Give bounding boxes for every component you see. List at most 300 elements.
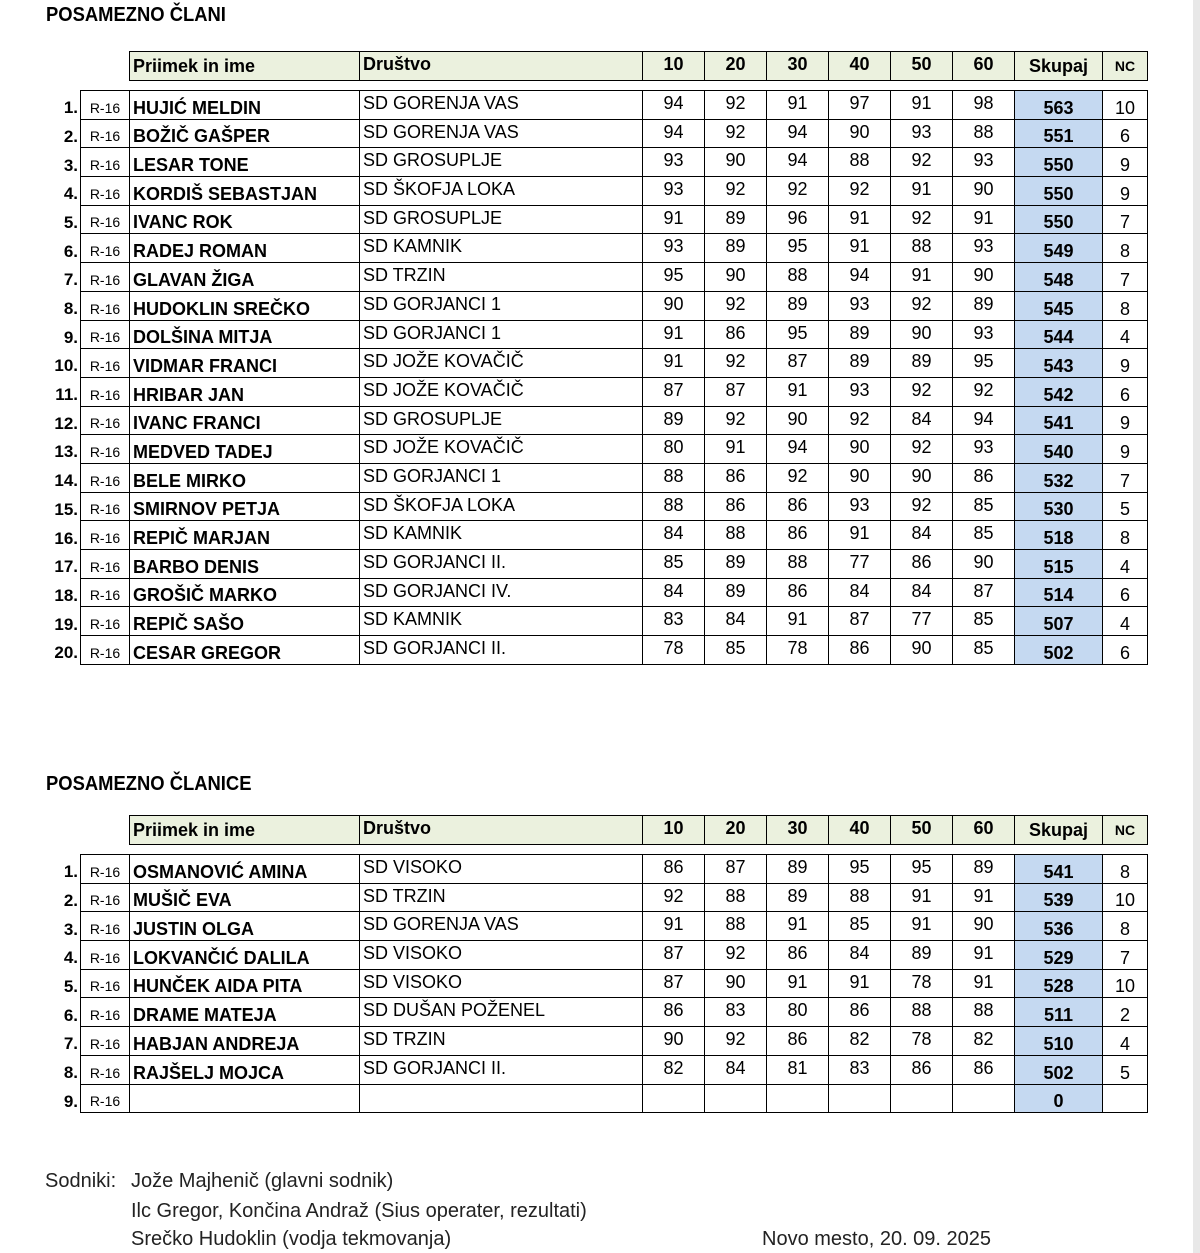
- category-cell: R-16: [81, 636, 130, 665]
- table-row: [44, 291, 1148, 320]
- series-score-cell: 95: [953, 349, 1015, 378]
- series-score-cell: 86: [953, 1055, 1015, 1084]
- rank-cell: 20.: [54, 643, 78, 663]
- series-score-cell: 86: [767, 1027, 829, 1056]
- nc-cell: 10: [1103, 969, 1148, 998]
- series-score-cell: 91: [953, 941, 1015, 970]
- series-score-cell: 89: [643, 406, 705, 435]
- header-blank: [44, 52, 81, 81]
- name-cell: [130, 1084, 360, 1113]
- table-row: [44, 377, 1148, 406]
- series-score-cell: 89: [829, 320, 891, 349]
- gap-cell: [767, 81, 829, 91]
- nc-cell: 6: [1103, 636, 1148, 665]
- series-score-cell: 93: [953, 435, 1015, 464]
- series-score-cell: 93: [643, 148, 705, 177]
- category-cell: R-16: [81, 883, 130, 912]
- category-cell: R-16: [81, 998, 130, 1027]
- total-cell: 550: [1015, 205, 1103, 234]
- name-cell: MUŠIČ EVA: [130, 883, 360, 912]
- club-cell: SD ŠKOFJA LOKA: [360, 492, 643, 521]
- series-score-cell: [953, 1084, 1015, 1113]
- table-row: [44, 1055, 1148, 1084]
- series-score-cell: 89: [705, 550, 767, 579]
- nc-cell: 9: [1103, 177, 1148, 206]
- club-cell: SD ŠKOFJA LOKA: [360, 177, 643, 206]
- series-score-cell: 93: [829, 377, 891, 406]
- name-cell: REPIČ MARJAN: [130, 521, 360, 550]
- rank-cell: 8.: [63, 299, 78, 318]
- series-score-cell: 78: [767, 636, 829, 665]
- series-score-cell: 92: [705, 1027, 767, 1056]
- header-row: [44, 52, 1148, 81]
- series-score-cell: 93: [643, 177, 705, 206]
- name-cell: DOLŠINA MITJA: [130, 320, 360, 349]
- series-score-cell: 92: [891, 148, 953, 177]
- series-score-cell: 87: [643, 969, 705, 998]
- series-score-cell: 90: [829, 463, 891, 492]
- total-cell: 532: [1015, 463, 1103, 492]
- club-cell: SD JOŽE KOVAČIČ: [360, 377, 643, 406]
- series-score-cell: 91: [891, 912, 953, 941]
- rank-cell: 13.: [54, 442, 78, 462]
- total-cell: 545: [1015, 291, 1103, 320]
- category-cell: R-16: [81, 377, 130, 406]
- series-score-cell: 85: [643, 550, 705, 579]
- category-cell: R-16: [81, 1027, 130, 1056]
- header-gap: [44, 81, 1148, 91]
- gap-cell: [360, 845, 643, 855]
- series-score-cell: 94: [767, 148, 829, 177]
- category-cell: R-16: [81, 463, 130, 492]
- category-cell: R-16: [81, 91, 130, 120]
- name-cell: BELE MIRKO: [130, 463, 360, 492]
- name-cell: LOKVANČIĆ DALILA: [130, 941, 360, 970]
- total-cell: 502: [1015, 1055, 1103, 1084]
- series-score-cell: 88: [891, 234, 953, 263]
- club-cell: SD GORJANCI II.: [360, 550, 643, 579]
- rank-cell: 1.: [63, 862, 78, 882]
- series-score-cell: 95: [767, 234, 829, 263]
- rank-cell: 9.: [63, 327, 78, 347]
- series-score-cell: 86: [705, 463, 767, 492]
- category-cell: R-16: [81, 912, 130, 941]
- header-blank: [44, 816, 81, 845]
- series-score-cell: [705, 1084, 767, 1113]
- series-score-cell: 89: [705, 234, 767, 263]
- club-cell: SD JOŽE KOVAČIČ: [360, 435, 643, 464]
- series-score-cell: 88: [891, 998, 953, 1027]
- nc-cell: 8: [1103, 855, 1148, 884]
- series-score-cell: 85: [829, 912, 891, 941]
- total-cell: 510: [1015, 1027, 1103, 1056]
- header-row: [44, 816, 1148, 845]
- series-score-cell: 91: [953, 883, 1015, 912]
- name-cell: CESAR GREGOR: [130, 636, 360, 665]
- series-score-cell: 87: [705, 377, 767, 406]
- name-cell: VIDMAR FRANCI: [130, 349, 360, 378]
- series-score-cell: 92: [891, 435, 953, 464]
- table-row: [44, 463, 1148, 492]
- category-cell: R-16: [81, 234, 130, 263]
- table-row: [44, 177, 1148, 206]
- series-score-cell: 88: [767, 550, 829, 579]
- category-cell: R-16: [81, 550, 130, 579]
- judge-line: Ilc Gregor, Končina Andraž (Sius operater, rezultati): [131, 1200, 587, 1222]
- series-score-cell: 86: [953, 463, 1015, 492]
- series-score-cell: 87: [767, 349, 829, 378]
- nc-cell: 7: [1103, 263, 1148, 292]
- header-club: Društvo: [360, 816, 643, 845]
- series-score-cell: 88: [705, 883, 767, 912]
- table-row: [44, 205, 1148, 234]
- series-score-cell: 89: [767, 291, 829, 320]
- table-row: [44, 349, 1148, 378]
- section-title-women: POSAMEZNO ČLANICE: [46, 773, 252, 795]
- table-row: [44, 1084, 1148, 1113]
- club-cell: SD TRZIN: [360, 1027, 643, 1056]
- rank-cell: 16.: [54, 528, 78, 548]
- series-score-cell: 90: [829, 435, 891, 464]
- judge-line: Srečko Hudoklin (vodja tekmovanja): [131, 1228, 452, 1250]
- series-score-cell: 84: [643, 578, 705, 607]
- category-cell: R-16: [81, 263, 130, 292]
- gap-cell: [767, 845, 829, 855]
- series-score-cell: 83: [829, 1055, 891, 1084]
- series-score-cell: 80: [767, 998, 829, 1027]
- series-score-cell: 84: [643, 521, 705, 550]
- header-series: 20: [705, 52, 767, 81]
- series-score-cell: 85: [953, 607, 1015, 636]
- name-cell: LESAR TONE: [130, 148, 360, 177]
- header-name: Priimek in ime: [130, 52, 360, 81]
- series-score-cell: 92: [705, 177, 767, 206]
- series-score-cell: 94: [953, 406, 1015, 435]
- name-cell: HUDOKLIN SREČKO: [130, 291, 360, 320]
- series-score-cell: 91: [767, 607, 829, 636]
- series-score-cell: 94: [829, 263, 891, 292]
- nc-cell: 8: [1103, 912, 1148, 941]
- judge-line: Jože Majhenič (glavni sodnik): [131, 1170, 394, 1192]
- series-score-cell: 90: [705, 263, 767, 292]
- series-score-cell: 90: [953, 263, 1015, 292]
- series-score-cell: 90: [891, 320, 953, 349]
- nc-cell: 7: [1103, 205, 1148, 234]
- series-score-cell: 91: [643, 349, 705, 378]
- header-name: Priimek in ime: [130, 816, 360, 845]
- rank-cell: 6.: [63, 1005, 78, 1025]
- nc-cell: 4: [1103, 1027, 1148, 1056]
- header-nc: NC: [1103, 816, 1148, 845]
- nc-cell: 4: [1103, 320, 1148, 349]
- club-cell: SD VISOKO: [360, 855, 643, 884]
- table-row: [44, 1027, 1148, 1056]
- series-score-cell: 87: [705, 855, 767, 884]
- club-cell: SD GROSUPLJE: [360, 148, 643, 177]
- total-cell: 541: [1015, 406, 1103, 435]
- club-cell: SD TRZIN: [360, 263, 643, 292]
- nc-cell: 10: [1103, 91, 1148, 120]
- category-cell: R-16: [81, 578, 130, 607]
- gap-cell: [44, 845, 81, 855]
- series-score-cell: 84: [891, 521, 953, 550]
- series-score-cell: 94: [767, 119, 829, 148]
- series-score-cell: 95: [767, 320, 829, 349]
- total-cell: 544: [1015, 320, 1103, 349]
- nc-cell: 9: [1103, 148, 1148, 177]
- series-score-cell: 92: [705, 406, 767, 435]
- category-cell: R-16: [81, 177, 130, 206]
- total-cell: 529: [1015, 941, 1103, 970]
- rank-cell: 2.: [63, 126, 78, 146]
- club-cell: SD GORJANCI 1: [360, 291, 643, 320]
- total-cell: 507: [1015, 607, 1103, 636]
- series-score-cell: 84: [829, 578, 891, 607]
- table-row: [44, 91, 1148, 120]
- club-cell: SD GROSUPLJE: [360, 406, 643, 435]
- total-cell: 551: [1015, 119, 1103, 148]
- series-score-cell: 93: [953, 234, 1015, 263]
- gap-cell: [44, 81, 81, 91]
- rank-cell: 14.: [54, 471, 78, 491]
- series-score-cell: 92: [705, 349, 767, 378]
- series-score-cell: 95: [829, 855, 891, 884]
- series-score-cell: 91: [953, 205, 1015, 234]
- gap-cell: [953, 845, 1015, 855]
- series-score-cell: 83: [643, 607, 705, 636]
- series-score-cell: 87: [953, 578, 1015, 607]
- club-cell: SD GORENJA VAS: [360, 119, 643, 148]
- rank-cell: 18.: [54, 585, 78, 605]
- series-score-cell: 77: [829, 550, 891, 579]
- total-cell: 563: [1015, 91, 1103, 120]
- name-cell: KORDIŠ SEBASTJAN: [130, 177, 360, 206]
- nc-cell: 6: [1103, 119, 1148, 148]
- total-cell: 543: [1015, 349, 1103, 378]
- series-score-cell: 88: [829, 883, 891, 912]
- total-cell: 541: [1015, 855, 1103, 884]
- gap-cell: [81, 81, 130, 91]
- table-row: [44, 492, 1148, 521]
- table-row: [44, 941, 1148, 970]
- header-series: 20: [705, 816, 767, 845]
- series-score-cell: 80: [643, 435, 705, 464]
- series-score-cell: 89: [829, 349, 891, 378]
- club-cell: [360, 1084, 643, 1113]
- series-score-cell: [891, 1084, 953, 1113]
- total-cell: 518: [1015, 521, 1103, 550]
- rank-cell: 12.: [54, 413, 78, 433]
- rank-cell: 4.: [63, 948, 78, 968]
- total-cell: 530: [1015, 492, 1103, 521]
- total-cell: 539: [1015, 883, 1103, 912]
- series-score-cell: 92: [891, 377, 953, 406]
- series-score-cell: 92: [705, 91, 767, 120]
- series-score-cell: 84: [891, 578, 953, 607]
- series-score-cell: [643, 1084, 705, 1113]
- rank-cell: 5.: [63, 976, 78, 996]
- series-score-cell: 86: [643, 855, 705, 884]
- gap-cell: [360, 81, 643, 91]
- series-score-cell: 78: [891, 1027, 953, 1056]
- table-row: [44, 550, 1148, 579]
- series-score-cell: 84: [829, 941, 891, 970]
- club-cell: SD VISOKO: [360, 941, 643, 970]
- total-cell: 514: [1015, 578, 1103, 607]
- series-score-cell: 88: [643, 463, 705, 492]
- nc-cell: [1103, 1084, 1148, 1113]
- category-cell: R-16: [81, 119, 130, 148]
- header-blank: [81, 816, 130, 845]
- name-cell: OSMANOVIĆ AMINA: [130, 855, 360, 884]
- nc-cell: 5: [1103, 1055, 1148, 1084]
- total-cell: 511: [1015, 998, 1103, 1027]
- series-score-cell: 93: [953, 320, 1015, 349]
- total-cell: 528: [1015, 969, 1103, 998]
- series-score-cell: 81: [767, 1055, 829, 1084]
- series-score-cell: 87: [643, 941, 705, 970]
- category-cell: R-16: [81, 855, 130, 884]
- gap-cell: [829, 845, 891, 855]
- club-cell: SD GORENJA VAS: [360, 912, 643, 941]
- series-score-cell: 92: [705, 291, 767, 320]
- rank-cell: 3.: [63, 155, 78, 175]
- name-cell: SMIRNOV PETJA: [130, 492, 360, 521]
- header-club: Društvo: [360, 52, 643, 81]
- club-cell: SD KAMNIK: [360, 234, 643, 263]
- header-series: 50: [891, 816, 953, 845]
- gap-cell: [643, 845, 705, 855]
- series-score-cell: 86: [767, 521, 829, 550]
- name-cell: BOŽIČ GAŠPER: [130, 119, 360, 148]
- series-score-cell: 85: [953, 492, 1015, 521]
- series-score-cell: 86: [705, 492, 767, 521]
- total-cell: 542: [1015, 377, 1103, 406]
- series-score-cell: 89: [953, 855, 1015, 884]
- name-cell: RADEJ ROMAN: [130, 234, 360, 263]
- category-cell: R-16: [81, 148, 130, 177]
- header-total: Skupaj: [1015, 52, 1103, 81]
- series-score-cell: 90: [953, 177, 1015, 206]
- header-series: 60: [953, 816, 1015, 845]
- header-series: 60: [953, 52, 1015, 81]
- series-score-cell: 96: [767, 205, 829, 234]
- gap-cell: [891, 845, 953, 855]
- nc-cell: 4: [1103, 607, 1148, 636]
- series-score-cell: 89: [705, 205, 767, 234]
- category-cell: R-16: [81, 406, 130, 435]
- series-score-cell: 93: [829, 291, 891, 320]
- club-cell: SD VISOKO: [360, 969, 643, 998]
- club-cell: SD KAMNIK: [360, 521, 643, 550]
- rank-cell: 10.: [54, 356, 78, 376]
- series-score-cell: 91: [643, 205, 705, 234]
- gap-cell: [829, 81, 891, 91]
- club-cell: SD GORJANCI II.: [360, 636, 643, 665]
- name-cell: MEDVED TADEJ: [130, 435, 360, 464]
- series-score-cell: 78: [643, 636, 705, 665]
- name-cell: RAJŠELJ MOJCA: [130, 1055, 360, 1084]
- category-cell: R-16: [81, 607, 130, 636]
- header-total: Skupaj: [1015, 816, 1103, 845]
- name-cell: IVANC FRANCI: [130, 406, 360, 435]
- name-cell: GROŠIČ MARKO: [130, 578, 360, 607]
- nc-cell: 9: [1103, 435, 1148, 464]
- rank-cell: 1.: [63, 98, 78, 118]
- category-cell: R-16: [81, 320, 130, 349]
- series-score-cell: 92: [767, 463, 829, 492]
- club-cell: SD GORJANCI 1: [360, 463, 643, 492]
- table-row: [44, 578, 1148, 607]
- table-row: [44, 855, 1148, 884]
- total-cell: 536: [1015, 912, 1103, 941]
- total-cell: 550: [1015, 148, 1103, 177]
- nc-cell: 10: [1103, 883, 1148, 912]
- name-cell: HABJAN ANDREJA: [130, 1027, 360, 1056]
- series-score-cell: 93: [953, 148, 1015, 177]
- series-score-cell: 77: [891, 607, 953, 636]
- place-date: Novo mesto, 20. 09. 2025: [762, 1228, 992, 1250]
- series-score-cell: 89: [953, 291, 1015, 320]
- total-cell: 515: [1015, 550, 1103, 579]
- judges-label: Sodniki:: [45, 1170, 117, 1192]
- series-score-cell: 91: [891, 263, 953, 292]
- series-score-cell: 90: [953, 912, 1015, 941]
- series-score-cell: 93: [829, 492, 891, 521]
- header-series: 40: [829, 816, 891, 845]
- table-row: [44, 263, 1148, 292]
- header-series: 10: [643, 52, 705, 81]
- series-score-cell: 84: [705, 607, 767, 636]
- total-cell: 0: [1015, 1084, 1103, 1113]
- category-cell: R-16: [81, 291, 130, 320]
- category-cell: R-16: [81, 521, 130, 550]
- gap-cell: [891, 81, 953, 91]
- series-score-cell: 92: [705, 119, 767, 148]
- series-score-cell: 91: [829, 969, 891, 998]
- club-cell: SD KAMNIK: [360, 607, 643, 636]
- table-row: [44, 119, 1148, 148]
- series-score-cell: 91: [829, 521, 891, 550]
- category-cell: R-16: [81, 941, 130, 970]
- total-cell: 549: [1015, 234, 1103, 263]
- nc-cell: 7: [1103, 941, 1148, 970]
- table-row: [44, 521, 1148, 550]
- total-cell: 502: [1015, 636, 1103, 665]
- nc-cell: 6: [1103, 578, 1148, 607]
- series-score-cell: 85: [705, 636, 767, 665]
- nc-cell: 5: [1103, 492, 1148, 521]
- name-cell: HUJIĆ MELDIN: [130, 91, 360, 120]
- series-score-cell: 93: [643, 234, 705, 263]
- series-score-cell: 89: [891, 941, 953, 970]
- club-cell: SD GORJANCI II.: [360, 1055, 643, 1084]
- rank-cell: 6.: [63, 241, 78, 261]
- table-row: [44, 607, 1148, 636]
- series-score-cell: 88: [705, 912, 767, 941]
- series-score-cell: 90: [767, 406, 829, 435]
- table-row: [44, 969, 1148, 998]
- table-row: [44, 636, 1148, 665]
- series-score-cell: 88: [643, 492, 705, 521]
- series-score-cell: 91: [891, 177, 953, 206]
- gap-cell: [1015, 845, 1103, 855]
- series-score-cell: 89: [891, 349, 953, 378]
- series-score-cell: 92: [891, 492, 953, 521]
- series-score-cell: 91: [891, 883, 953, 912]
- category-cell: R-16: [81, 1055, 130, 1084]
- club-cell: SD TRZIN: [360, 883, 643, 912]
